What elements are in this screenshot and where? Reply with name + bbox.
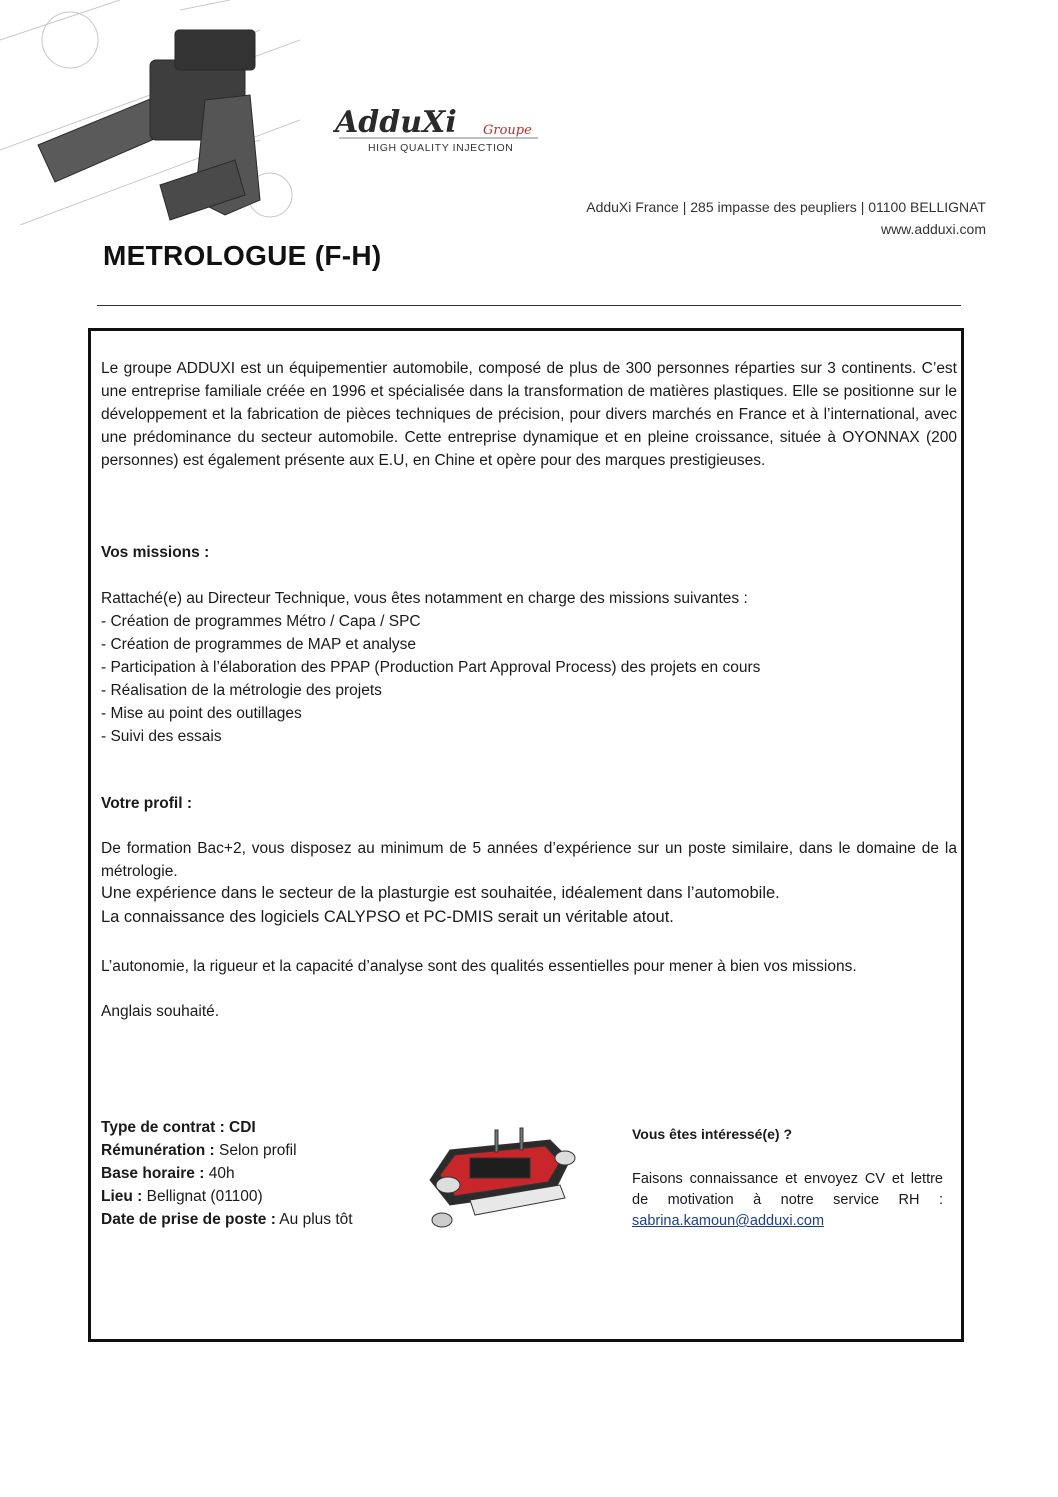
- fact-label: Type de contrat : CDI: [101, 1119, 256, 1136]
- profile-experience: Une expérience dans le secteur de la plasturgie est souhaitée, idéalement dans l’automobile.: [101, 884, 780, 902]
- list-item: - Création de programmes Métro / Capa / SPC: [101, 613, 421, 630]
- profile-education: De formation Bac+2, vous disposez au minimum de 5 années d’expérience sur un poste similaire, dans le domaine de la métrologie.: [101, 840, 957, 880]
- list-item: - Réalisation de la métrologie des projets: [101, 682, 382, 699]
- hero-technical-drawing-image: [0, 0, 300, 225]
- list-item: - Participation à l’élaboration des PPAP (Production Part Approval Process) des projets en cours: [101, 659, 761, 676]
- contact-heading: Vous êtes intéressé(e) ?: [632, 1126, 793, 1142]
- logo-artwork: [333, 100, 548, 158]
- profile-heading: Votre profil :: [101, 795, 192, 812]
- list-item: - Suivi des essais: [101, 728, 222, 745]
- missions-list: [101, 610, 957, 748]
- logo-wordmark: AdduXi: [335, 105, 457, 140]
- profile-language: Anglais souhaité.: [101, 1003, 220, 1020]
- logo-tagline: HIGH QUALITY INJECTION: [368, 142, 514, 154]
- fact-value: 40h: [204, 1165, 235, 1182]
- fact-label: Rémunération :: [101, 1142, 215, 1159]
- company-logo: [333, 100, 548, 158]
- profile-software: La connaissance des logiciels CALYPSO et PC-DMIS serait un véritable atout.: [101, 908, 674, 926]
- product-part-image: [410, 1120, 585, 1240]
- contact-invite: Faisons connaissance et envoyez CV et lettre de motivation à notre service RH :: [632, 1171, 943, 1208]
- missions-heading: Vos missions :: [101, 544, 210, 561]
- fact-value: Selon profil: [214, 1142, 297, 1159]
- fact-label: Lieu :: [101, 1188, 143, 1205]
- list-item: - Mise au point des outillages: [101, 705, 302, 722]
- fact-contract: [101, 1116, 353, 1139]
- fact-location: [101, 1185, 353, 1208]
- fact-hours: [101, 1162, 353, 1185]
- title-divider: [97, 305, 961, 306]
- contact-email-link[interactable]: sabrina.kamoun@adduxi.com: [632, 1213, 825, 1229]
- fact-label: Base horaire :: [101, 1165, 205, 1182]
- company-website[interactable]: www.adduxi.com: [880, 221, 986, 237]
- fact-salary: [101, 1139, 353, 1162]
- fact-label: Date de prise de poste :: [101, 1211, 276, 1228]
- contact-text: [632, 1169, 943, 1232]
- profile-qualities: L’autonomie, la rigueur et la capacité d’analyse sont des qualités essentielles pour mener à bien vos missions.: [101, 958, 857, 975]
- job-title: METROLOGUE (F-H): [103, 240, 382, 271]
- fact-value: Au plus tôt: [275, 1211, 353, 1228]
- logo-suffix: Groupe: [483, 123, 532, 138]
- missions-lead: Rattaché(e) au Directeur Technique, vous êtes notamment en charge des missions suivantes :: [101, 590, 748, 607]
- fact-value: Bellignat (01100): [142, 1188, 263, 1205]
- company-intro: Le groupe ADDUXI est un équipementier automobile, composé de plus de 300 personnes réparties sur 3 continents. C’est une entreprise familiale créée en 1996 et spécialisée dans la transformation de matières plastiques. Elle se positionne sur le développement et la fabrication de pièces techniques de précision, pour divers marchés en France et à l’international, avec une prédominance du secteur automobile. Cette entreprise dynamique et en pleine croissance, située à OYONNAX (200 personnes) est également présente aux E.U, en Chine et opère pour des marques prestigieuses.: [101, 360, 957, 469]
- company-address: AdduXi France | 285 impasse des peupliers | 01100 BELLIGNAT: [586, 199, 986, 215]
- job-facts: [101, 1116, 353, 1231]
- fact-start-date: [101, 1208, 353, 1231]
- list-item: - Création de programmes de MAP et analyse: [101, 636, 417, 653]
